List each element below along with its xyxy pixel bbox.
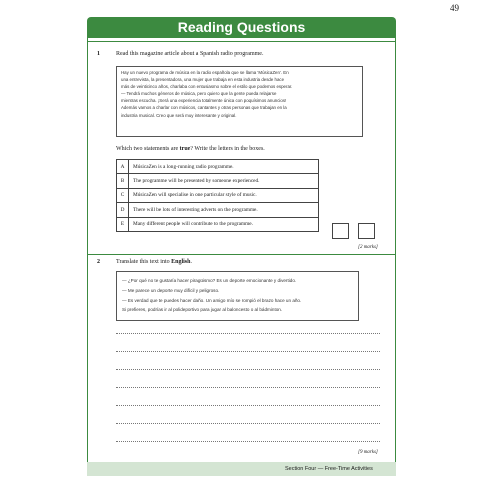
- statement-row: [117, 188, 319, 202]
- question-divider: [87, 254, 396, 255]
- prompt-text-end: .: [190, 259, 192, 265]
- article-line: industria musical. Creo que será muy interesante y original.: [121, 112, 237, 118]
- answer-line[interactable]: [116, 405, 380, 406]
- statements-table: [116, 159, 319, 232]
- article-line: Hay un nuevo programa de música en la radio española que se llama ‘MúsicaZen’. En: [121, 70, 289, 75]
- statement-letter: C: [117, 188, 129, 202]
- article-box: [116, 66, 363, 137]
- spanish-line: Si prefieres, podrías ir al polideportivo para jugar al baloncesto o al bádminton.: [122, 307, 283, 313]
- answer-line[interactable]: [116, 441, 380, 442]
- question-2-marks: [9 marks]: [358, 450, 378, 455]
- statement-text: The programme will be presented by someone experienced.: [129, 174, 319, 188]
- question-1-instruction: [116, 146, 265, 152]
- article-line: una entrevista, la presentadora, una mujer que trabaja en esta industria desde hace: [121, 77, 285, 83]
- spanish-line: — ¿Por qué no te gustaría hacer piragüismo? Es un deporte emocionante y divertido.: [122, 278, 297, 283]
- statement-letter: D: [117, 203, 129, 217]
- answer-line[interactable]: [116, 351, 380, 352]
- title-divider: [87, 41, 396, 42]
- statement-row: [117, 203, 319, 217]
- statement-text: There will be lots of interesting adverts on the programme.: [129, 203, 319, 217]
- answer-line[interactable]: [116, 333, 380, 334]
- section-footer: Section Four — Free-Time Activities: [285, 466, 373, 472]
- answer-line[interactable]: [116, 423, 380, 424]
- prompt-emphasis: English: [171, 259, 191, 265]
- question-1-number: 1: [97, 51, 100, 57]
- question-1-prompt: Read this magazine article about a Spanish radio programme.: [116, 51, 264, 57]
- spanish-text-box: [116, 271, 359, 321]
- answer-box-1[interactable]: [332, 223, 349, 239]
- article-line: mientras escucha. ¡Será una experiencia totalmente única con poquísimos anuncios!: [121, 98, 287, 104]
- instruction-text: Which two statements are: [116, 146, 180, 152]
- statement-row: [117, 217, 319, 231]
- page-number: 49: [450, 3, 459, 13]
- question-2-prompt: [116, 259, 192, 265]
- answer-line[interactable]: [116, 369, 380, 370]
- answer-box-2[interactable]: [358, 223, 375, 239]
- spanish-line: — Me parece un deporte muy difícil y peligroso.: [122, 287, 220, 293]
- instruction-text-end: ? Write the letters in the boxes.: [190, 146, 265, 152]
- article-line: — Tendrá muchos géneros de música, pero quiero que la gente pueda relajarse: [121, 91, 277, 97]
- page-title: Reading Questions: [87, 17, 396, 38]
- statement-letter: A: [117, 160, 129, 174]
- question-2-number: 2: [97, 259, 100, 265]
- answer-line[interactable]: [116, 387, 380, 388]
- question-1-marks: [2 marks]: [358, 245, 378, 250]
- statement-row: [117, 174, 319, 188]
- statement-letter: E: [117, 217, 129, 231]
- statement-text: Many different people will contribute to the programme.: [129, 217, 319, 231]
- statement-text: MúsicaZen will specialise in one particular style of music.: [129, 188, 319, 202]
- statement-letter: B: [117, 174, 129, 188]
- statement-row: [117, 160, 319, 174]
- article-line: Además vamos a charlar con músicos, cantantes y otras personas que trabajan en la: [121, 105, 287, 111]
- spanish-line: — Es verdad que te puedes hacer daño. Un amigo mío se rompió el brazo hace un año.: [122, 297, 302, 303]
- prompt-text: Translate this text into: [116, 259, 172, 265]
- instruction-emphasis: true: [179, 146, 191, 152]
- article-line: más de veinticinco años, charlaba con entusiasmo sobre el estilo que podemos esperar.: [121, 84, 293, 90]
- statement-text: MúsicaZen is a long-running radio programme.: [129, 160, 319, 174]
